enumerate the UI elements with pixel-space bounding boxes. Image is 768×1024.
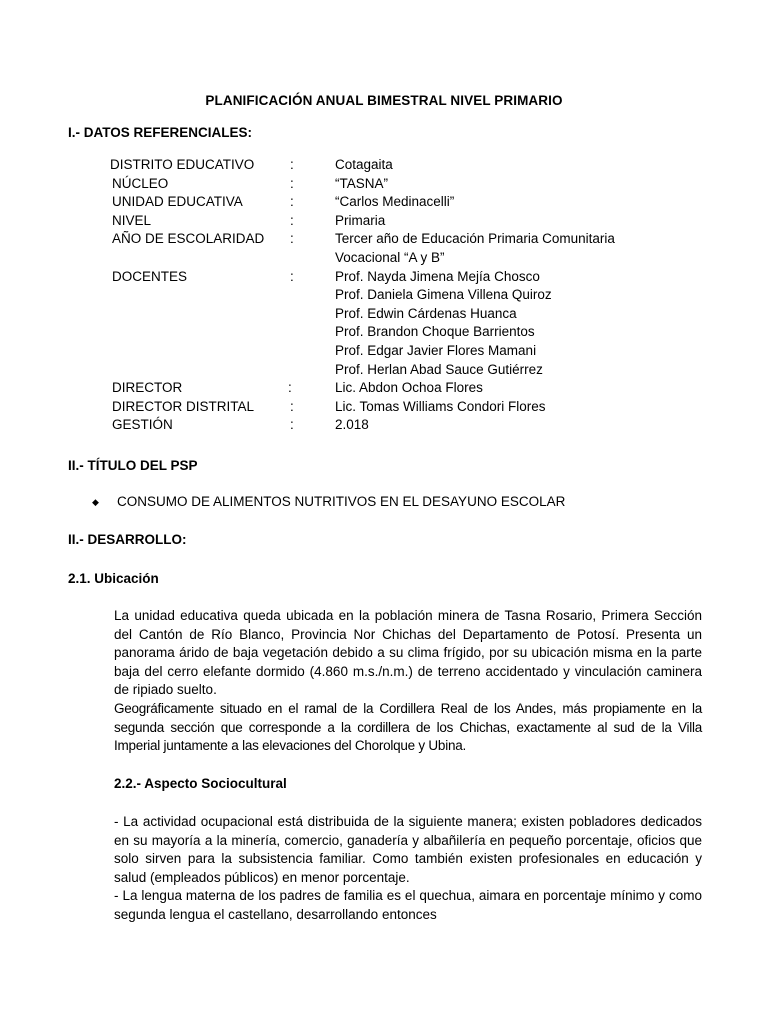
- diamond-bullet-icon: ◆: [92, 497, 99, 507]
- ref-colon: :: [290, 157, 294, 172]
- ref-label: DIRECTOR DISTRITAL: [112, 398, 255, 414]
- ref-label: DOCENTES: [112, 268, 188, 284]
- ref-value: “TASNA”: [335, 175, 388, 191]
- ref-label: NIVEL: [112, 212, 152, 228]
- ref-value: Vocacional “A y B”: [335, 249, 445, 265]
- ref-value: Lic. Abdon Ochoa Flores: [335, 380, 483, 396]
- ref-label: AÑO DE ESCOLARIDAD: [112, 231, 265, 247]
- ref-colon: :: [288, 380, 292, 396]
- ref-colon: :: [290, 175, 294, 191]
- psp-title-bullet-item: [92, 494, 565, 509]
- ref-colon: :: [290, 268, 294, 284]
- ref-value: Prof. Edgar Javier Flores Mamani: [335, 342, 537, 358]
- ref-value: Primaria: [335, 212, 386, 228]
- ref-label: DISTRITO EDUCATIVO: [110, 157, 255, 172]
- subsection-heading-ubicacion: 2.1. Ubicación: [68, 571, 159, 586]
- section-heading-datos-referenciales: I.- DATOS REFERENCIALES:: [68, 125, 253, 140]
- ref-label: DIRECTOR: [112, 380, 183, 396]
- ref-value: Prof. Nayda Jimena Mejía Chosco: [335, 268, 540, 284]
- section-heading-desarrollo: II.- DESARROLLO:: [68, 532, 187, 547]
- ref-label: NÚCLEO: [112, 175, 169, 191]
- subsection-heading-sociocultural: 2.2.- Aspecto Sociocultural: [114, 776, 287, 791]
- ref-value: Lic. Tomas Williams Condori Flores: [335, 398, 546, 414]
- ref-value: “Carlos Medinacelli”: [335, 194, 455, 210]
- ref-colon: :: [290, 417, 294, 433]
- ref-value: Prof. Daniela Gimena Villena Quiroz: [335, 287, 552, 303]
- ref-colon: :: [290, 398, 294, 414]
- ubicacion-paragraphs: [114, 607, 702, 756]
- ref-value: Prof. Brandon Choque Barrientos: [335, 324, 535, 340]
- ref-label: GESTIÓN: [112, 417, 173, 433]
- psp-title-text: CONSUMO DE ALIMENTOS NUTRITIVOS EN EL DESAYUNO ESCOLAR: [117, 494, 566, 509]
- ref-value: 2.018: [335, 417, 369, 433]
- document-title: PLANIFICACIÓN ANUAL BIMESTRAL NIVEL PRIMARIO: [205, 93, 563, 108]
- section-heading-titulo-psp: II.- TÍTULO DEL PSP: [68, 458, 198, 473]
- ref-colon: :: [290, 231, 294, 247]
- sociocultural-paragraph-2: - La lengua materna de los padres de familia es el quechua, aimara en porcentaje mínimo y como segunda lengua el castellano, desarrollando entonces: [114, 888, 702, 922]
- ref-value: Cotagaita: [335, 157, 393, 172]
- ref-value: Prof. Edwin Cárdenas Huanca: [335, 305, 517, 321]
- sociocultural-paragraph-1: - La actividad ocupacional está distribuida de la siguiente manera; existen pobladores dedicados en su mayoría a la minería, comercio, ganadería y albañilería en pequeño porcentaje, oficios que solo sirven para la subsistencia familiar. Como también existen profesionales en educación y salud (empleados públicos) en menor porcentaje.: [114, 814, 702, 885]
- ref-value: Tercer año de Educación Primaria Comunitaria: [335, 231, 615, 247]
- ref-value: Prof. Herlan Abad Sauce Gutiérrez: [335, 361, 543, 377]
- ubicacion-paragraph-2: Geográficamente situado en el ramal de la Cordillera Real de los Andes, más propiamente en la segunda sección que corresponde a la cordillera de los Chichas, exactamente al sud de la Villa Imperial juntamente a las elevaciones del Chorolque y Ubina.: [114, 700, 702, 754]
- ubicacion-paragraph-1: La unidad educativa queda ubicada en la población minera de Tasna Rosario, Primera Sección del Cantón de Río Blanco, Provincia Nor Chichas del Departamento de Potosí. Presenta un panorama árido de baja vegetación debido a su clima frígido, por su ubicación misma en la parte baja del cerro elefante dormido (4.860 m.s./n.m.) de terreno accidentado y vinculación caminera de ripiado suelto.: [114, 608, 702, 698]
- ref-colon: :: [290, 212, 294, 228]
- sociocultural-paragraphs: [114, 813, 702, 925]
- ref-label: UNIDAD EDUCATIVA: [112, 194, 243, 210]
- ref-colon: :: [290, 194, 294, 210]
